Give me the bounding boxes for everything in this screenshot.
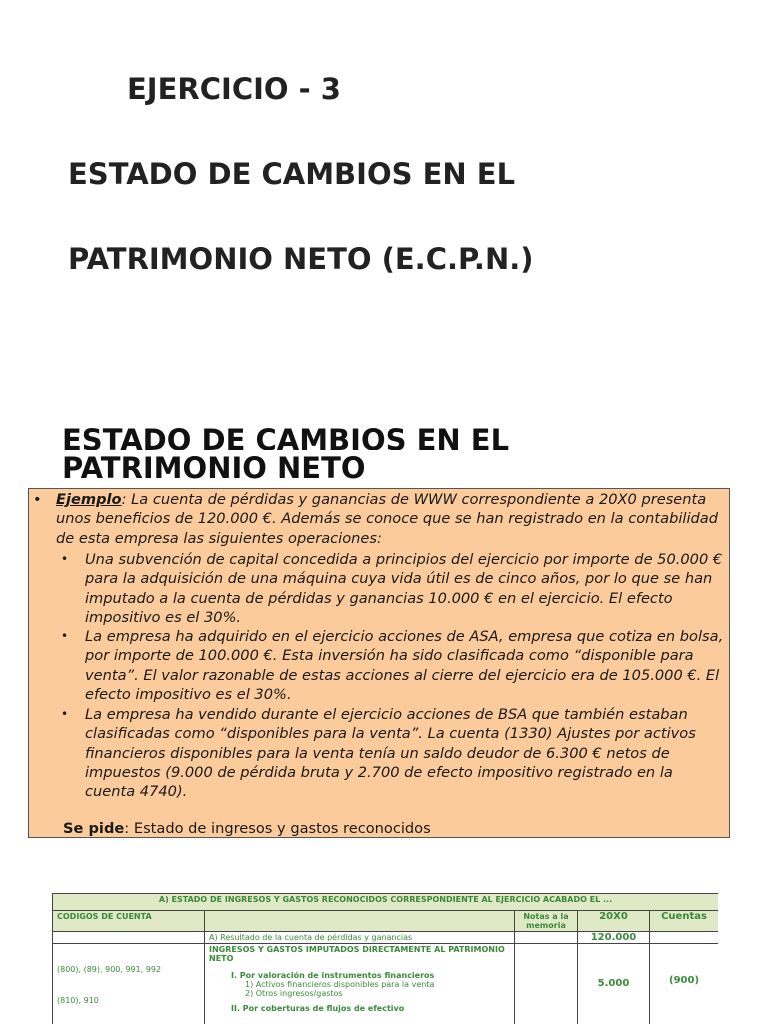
income-expense-table [52, 893, 718, 1024]
exercise-title: EJERCICIO - 3 [127, 72, 341, 106]
task-text: : Estado de ingresos y gastos reconocidos [124, 820, 431, 837]
example-item-text: La empresa ha adquirido en el ejercicio acciones de ASA, empresa que cotiza en bolsa, por importe de 100.000 €. Esta inversión ha sido clasificada como “disponible para venta”. El valor razonable de estas acciones al cierre del ejercicio era de 105.000 €. El efecto impositivo es el 30%. [85, 628, 724, 703]
column-header: 20X0 [578, 911, 650, 932]
task-statement [63, 819, 431, 838]
example-item [61, 705, 725, 801]
row-codes: (810), 910 [57, 996, 99, 1005]
section-heading-line-1: ESTADO DE CAMBIOS EN EL [62, 423, 510, 450]
row-sublabel: 2) Otros ingresos/gastos [245, 989, 343, 998]
example-intro [56, 490, 726, 548]
example-intro-text: : La cuenta de pérdidas y ganancias de WWW correspondiente a 20X0 presenta unos beneficios de 120.000 €. Además se conoce que se han registrado en la contabilidad de esta empresa las siguientes operaciones: [56, 491, 718, 547]
row-value: 5.000 [597, 978, 630, 989]
bullet-icon: • [33, 491, 42, 508]
example-item [61, 627, 725, 704]
row-codes: (800), (89), 900, 991, 992 [57, 965, 162, 974]
table-row [53, 944, 719, 1024]
row-label: II. Por coberturas de flujos de efectivo [231, 1004, 405, 1013]
row-label: A) Resultado de la cuenta de pérdidas y ganancias [205, 932, 515, 944]
row-value: 120.000 [578, 932, 650, 944]
bullet-icon: • [61, 707, 69, 721]
bullet-icon: • [61, 629, 69, 643]
section-heading-clipped [0, 420, 768, 450]
row-cuentas: (900) [669, 975, 700, 986]
example-item [61, 550, 725, 627]
row-label: I. Por valoración de instrumentos financieros [231, 971, 435, 980]
table-row [53, 932, 719, 944]
task-label: Se pide [63, 820, 125, 837]
example-box [28, 488, 730, 838]
table-title: A) ESTADO DE INGRESOS Y GASTOS RECONOCIDOS CORRESPONDIENTE AL EJERCICIO ACABADO EL ... [53, 894, 719, 911]
row-sublabel: 1) Activos financieros disponibles para la venta [245, 980, 435, 989]
income-expense-table-image [52, 893, 718, 1024]
column-header: Cuentas [650, 911, 719, 932]
section-heading-line-2: PATRIMONIO NETO [62, 451, 366, 485]
row-label: INGRESOS Y GASTOS IMPUTADOS DIRECTAMENTE AL PATRIMONIO NETO [209, 945, 505, 963]
column-header: CODIGOS DE CUENTA [53, 911, 205, 932]
bullet-icon: • [61, 552, 69, 566]
subtitle-line-1: ESTADO DE CAMBIOS EN EL [68, 157, 516, 191]
column-header [205, 911, 515, 932]
example-item-text: La empresa ha vendido durante el ejercicio acciones de BSA que también estaban clasificadas como “disponibles para la venta”. La cuenta (1330) Ajustes por activos financieros disponibles para la venta tenía un saldo deudor de 6.300 € netos de impuestos (9.000 de pérdida bruta y 2.700 de efecto impositivo registrado en la cuenta 4740). [85, 706, 696, 801]
subtitle-line-2: PATRIMONIO NETO (E.C.P.N.) [68, 242, 534, 276]
example-item-text: Una subvención de capital concedida a principios del ejercicio por importe de 50.000 € para la adquisición de una máquina cuya vida útil es de cinco años, por lo que se han imputado a la cuenta de pérdidas y ganancias 10.000 € en el ejercicio. El efecto impositivo es el 30%. [85, 551, 723, 626]
column-header: Notas a la memoria [515, 911, 578, 932]
example-lead: Ejemplo [56, 491, 122, 508]
